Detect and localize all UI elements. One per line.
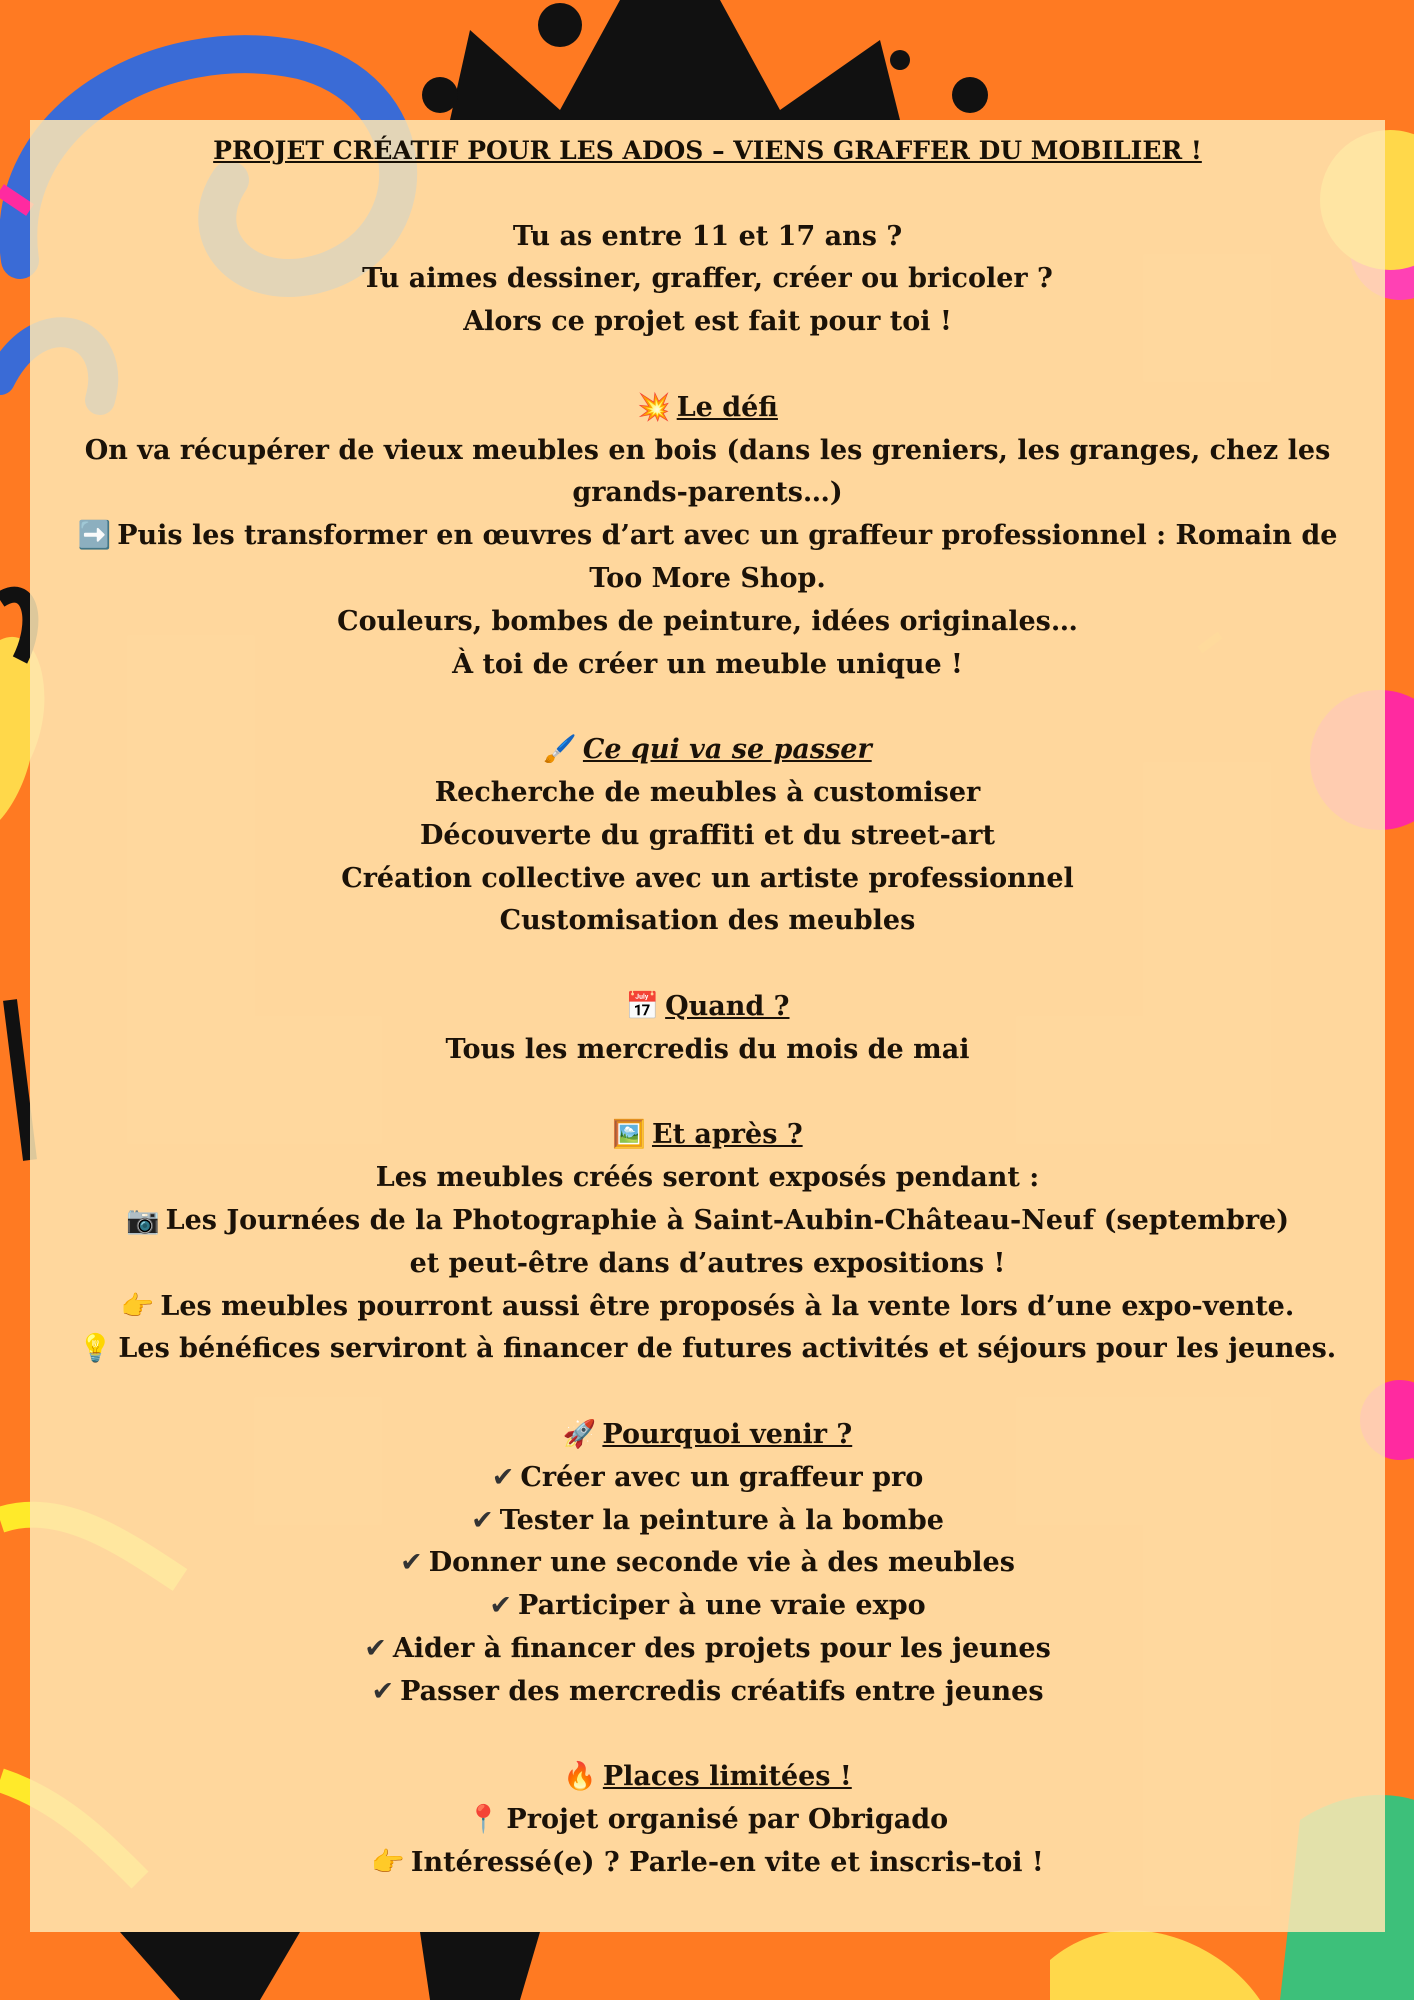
intro-line: Alors ce projet est fait pour toi !	[463, 306, 952, 338]
intro-line: Tu aimes dessiner, graffer, créer ou bricoler ?	[362, 263, 1053, 295]
camera-icon: 📷	[126, 1204, 160, 1236]
programme-heading: Ce qui va se passer	[582, 734, 872, 766]
list-item: Passer des mercredis créatifs entre jeunes	[400, 1675, 1044, 1707]
apres-line: Les meubles pourront aussi être proposés à la vente lors d’une expo-vente.	[160, 1290, 1295, 1322]
list-item: Aider à financer des projets pour les jeunes	[392, 1632, 1051, 1664]
list-item: Créer avec un graffeur pro	[520, 1461, 924, 1493]
apres-section	[30, 1114, 1385, 1371]
quand-heading: Quand ?	[665, 990, 790, 1022]
defi-heading: Le défi	[676, 391, 778, 423]
light-bulb-icon: 💡	[78, 1333, 113, 1365]
apres-line: Les Journées de la Photographie à Saint-Aubin-Château-Neuf (septembre)	[165, 1204, 1289, 1236]
pointing-hand-icon: 👉	[120, 1290, 155, 1322]
quand-section	[30, 986, 1385, 1072]
check-icon: ✔	[471, 1504, 494, 1536]
list-item: Donner une seconde vie à des meubles	[428, 1547, 1015, 1579]
pointing-hand-icon: 👉	[371, 1846, 405, 1878]
fire-icon: 🔥	[563, 1761, 597, 1793]
defi-line: Couleurs, bombes de peinture, idées originales…	[337, 605, 1078, 637]
apres-heading: Et après ?	[651, 1119, 803, 1151]
signup-line: Intéressé(e) ? Parle-en vite et inscris-toi !	[410, 1846, 1044, 1878]
defi-line: À toi de créer un meuble unique !	[452, 648, 963, 680]
organizer-line: Projet organisé par Obrigado	[506, 1804, 949, 1836]
places-section	[30, 1756, 1385, 1884]
intro-block	[30, 216, 1385, 344]
pourquoi-section	[30, 1414, 1385, 1714]
pourquoi-heading: Pourquoi venir ?	[602, 1418, 853, 1450]
check-icon: ✔	[491, 1461, 515, 1493]
pin-icon: 📍	[466, 1804, 501, 1836]
list-item: Participer à une vraie expo	[518, 1590, 926, 1622]
list-item: Tester la peinture à la bombe	[499, 1504, 944, 1536]
check-icon: ✔	[400, 1547, 423, 1579]
paintbrush-icon: 🖌️	[543, 734, 577, 766]
quand-text: Tous les mercredis du mois de mai	[445, 1033, 970, 1065]
explosion-icon: 💥	[637, 391, 671, 423]
defi-section	[30, 387, 1385, 687]
defi-line: On va récupérer de vieux meubles en bois (dans les greniers, les granges, chez les grands-parents…)	[84, 434, 1331, 509]
list-item: Création collective avec un artiste professionnel	[341, 862, 1074, 894]
defi-line: Puis les transformer en œuvres d’art avec un graffeur professionnel : Romain de Too More Shop.	[117, 520, 1338, 594]
right-arrow-icon: ➡️	[77, 520, 112, 552]
apres-line: Les meubles créés seront exposés pendant :	[375, 1162, 1040, 1194]
framed-picture-icon: 🖼️	[612, 1119, 646, 1151]
check-icon: ✔	[489, 1590, 513, 1622]
places-heading: Places limitées !	[602, 1761, 852, 1793]
page-title: PROJET CRÉATIF POUR LES ADOS – VIENS GRAFFER DU MOBILIER !	[213, 136, 1202, 165]
check-icon: ✔	[364, 1632, 387, 1664]
programme-section	[30, 729, 1385, 943]
calendar-icon: 📅	[625, 990, 660, 1022]
list-item: Découverte du graffiti et du street-art	[420, 819, 995, 851]
apres-line: et peut-être dans d’autres expositions !	[409, 1247, 1006, 1279]
list-item: Recherche de meubles à customiser	[434, 776, 981, 808]
intro-line: Tu as entre 11 et 17 ans ?	[512, 220, 903, 252]
content-panel	[30, 120, 1385, 1932]
rocket-icon: 🚀	[562, 1418, 597, 1450]
apres-line: Les bénéfices serviront à financer de futures activités et séjours pour les jeunes.	[118, 1333, 1337, 1365]
check-icon: ✔	[371, 1675, 395, 1707]
list-item: Customisation des meubles	[499, 905, 916, 937]
